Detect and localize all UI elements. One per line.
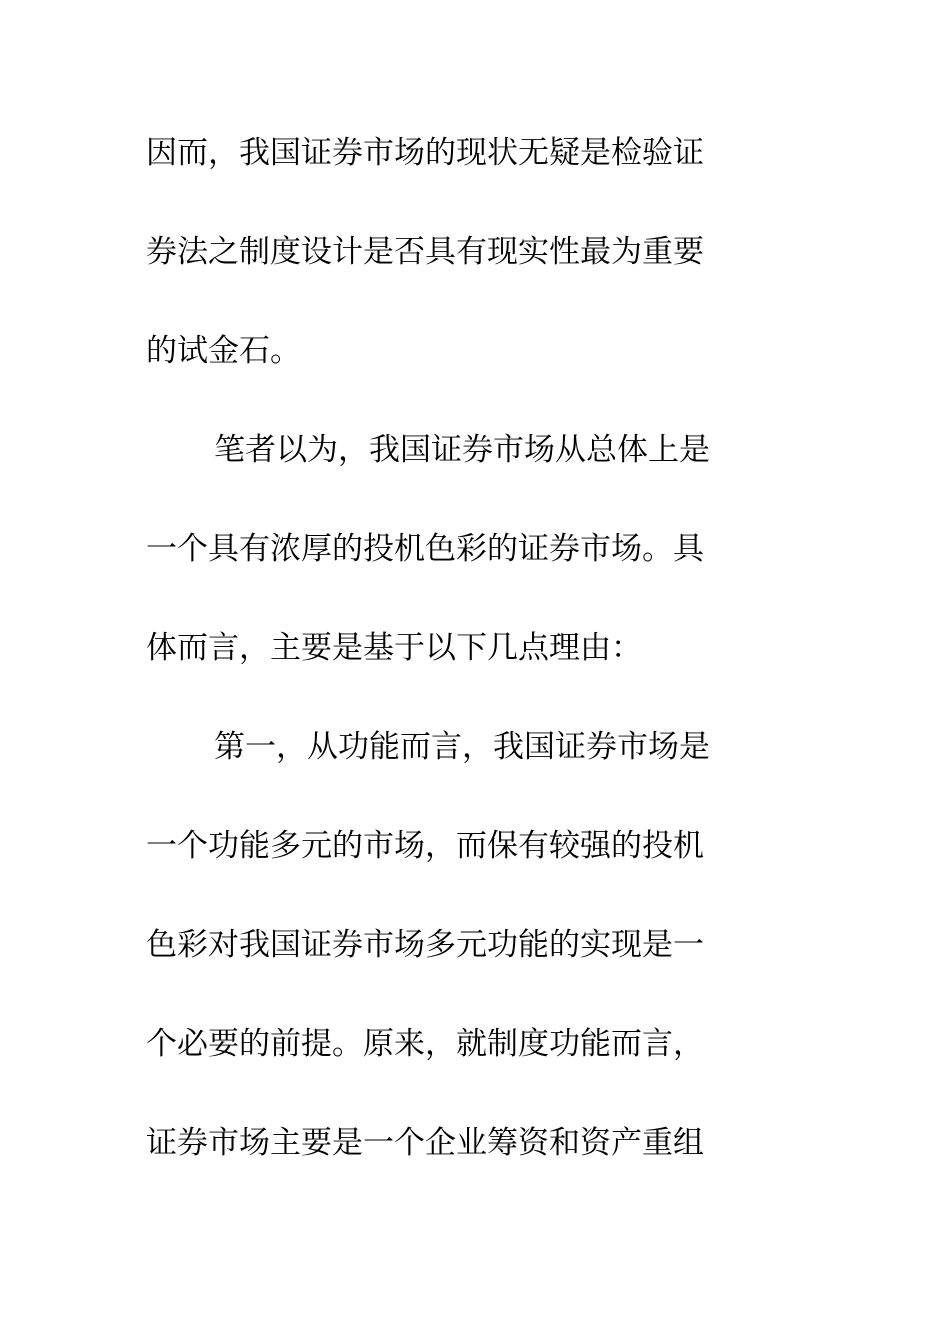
paragraph-first-line: 第一，从功能而言，我国证券市场是 [214,729,710,765]
text-line: 的试金石。 [146,333,301,369]
text-line: 一个功能多元的市场，而保有较强的投机 [146,828,704,864]
text-line: 证券市场主要是一个企业筹资和资产重组 [146,1125,704,1161]
text-line: 色彩对我国证券市场多元功能的实现是一 [146,927,704,963]
paragraph-first-line: 笔者以为，我国证券市场从总体上是 [214,432,710,468]
text-line: 券法之制度设计是否具有现实性最为重要 [146,234,704,270]
text-line: 一个具有浓厚的投机色彩的证券市场。具 [146,531,704,567]
text-line: 因而，我国证券市场的现状无疑是检验证 [146,135,704,171]
text-line: 个必要的前提。原来，就制度功能而言， [146,1026,704,1062]
text-line: 体而言，主要是基于以下几点理由： [146,630,642,666]
